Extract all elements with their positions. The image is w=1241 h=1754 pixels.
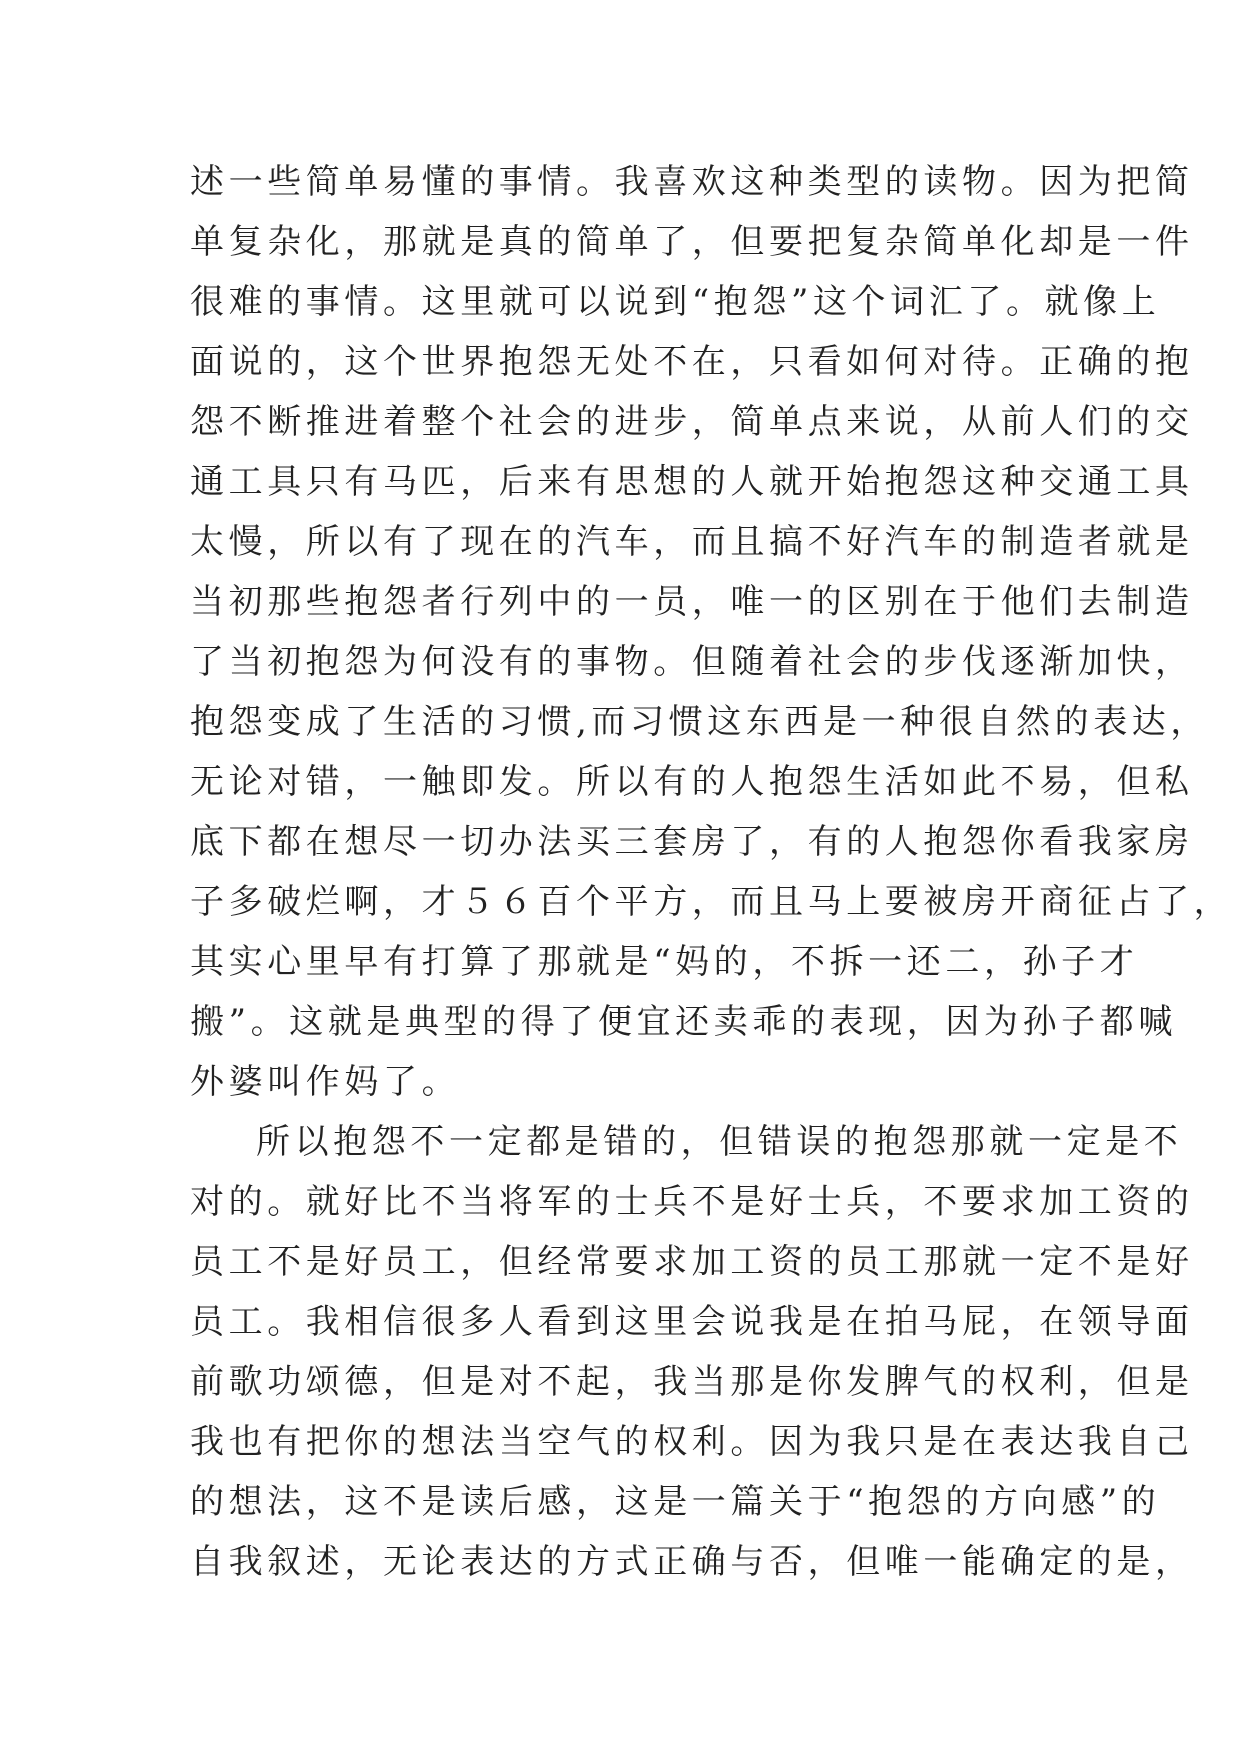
- text-line: 所以抱怨不一定都是错的，但错误的抱怨那就一定是不: [256, 1122, 1183, 1162]
- paragraph-1: [190, 152, 1233, 1112]
- text-line: 很难的事情。这里就可以说到“抱怨”这个词汇了。就像上: [190, 282, 1161, 322]
- text-line: 其实心里早有打算了那就是“妈的，不拆一还二，孙子才: [190, 942, 1139, 982]
- text-line: 对的。就好比不当将军的士兵不是好士兵，不要求加工资的: [190, 1182, 1194, 1222]
- text-line: 子多破烂啊，才５６百个平方，而且马上要被房开商征占了，: [190, 882, 1233, 922]
- text-line: 太慢，所以有了现在的汽车，而且搞不好汽车的制造者就是: [190, 522, 1194, 562]
- text-line: 无论对错，一触即发。所以有的人抱怨生活如此不易，但私: [190, 762, 1194, 802]
- text-line: 怨不断推进着整个社会的进步，简单点来说，从前人们的交: [190, 402, 1194, 442]
- text-line: 员工不是好员工，但经常要求加工资的员工那就一定不是好: [190, 1242, 1194, 1282]
- text-line: 单复杂化，那就是真的简单了，但要把复杂简单化却是一件: [190, 222, 1194, 262]
- text-line: 自我叙述，无论表达的方式正确与否，但唯一能确定的是，: [190, 1542, 1194, 1582]
- text-line: 的想法，这不是读后感，这是一篇关于“抱怨的方向感”的: [190, 1482, 1161, 1522]
- text-line: 前歌功颂德，但是对不起，我当那是你发脾气的权利，但是: [190, 1362, 1194, 1402]
- text-line: 底下都在想尽一切办法买三套房了，有的人抱怨你看我家房: [190, 822, 1194, 862]
- text-line: 通工具只有马匹，后来有思想的人就开始抱怨这种交通工具: [190, 462, 1194, 502]
- text-line: 当初那些抱怨者行列中的一员，唯一的区别在于他们去制造: [190, 582, 1194, 622]
- text-line: 我也有把你的想法当空气的权利。因为我只是在表达我自己: [190, 1422, 1194, 1462]
- text-line: 了当初抱怨为何没有的事物。但随着社会的步伐逐渐加快，: [190, 642, 1194, 682]
- text-line: 述一些简单易懂的事情。我喜欢这种类型的读物。因为把简: [190, 162, 1194, 202]
- text-line: 搬”。这就是典型的得了便宜还卖乖的表现，因为孙子都喊: [190, 1002, 1177, 1042]
- text-line: 抱怨变成了生活的习惯,而习惯这东西是一种很自然的表达，: [190, 702, 1210, 742]
- text-line: 员工。我相信很多人看到这里会说我是在拍马屁，在领导面: [190, 1302, 1194, 1342]
- text-line: 外婆叫作妈了。: [190, 1062, 461, 1102]
- document-page: [190, 152, 1233, 1592]
- paragraph-2: [190, 1112, 1194, 1592]
- text-line: 面说的，这个世界抱怨无处不在，只看如何对待。正确的抱: [190, 342, 1194, 382]
